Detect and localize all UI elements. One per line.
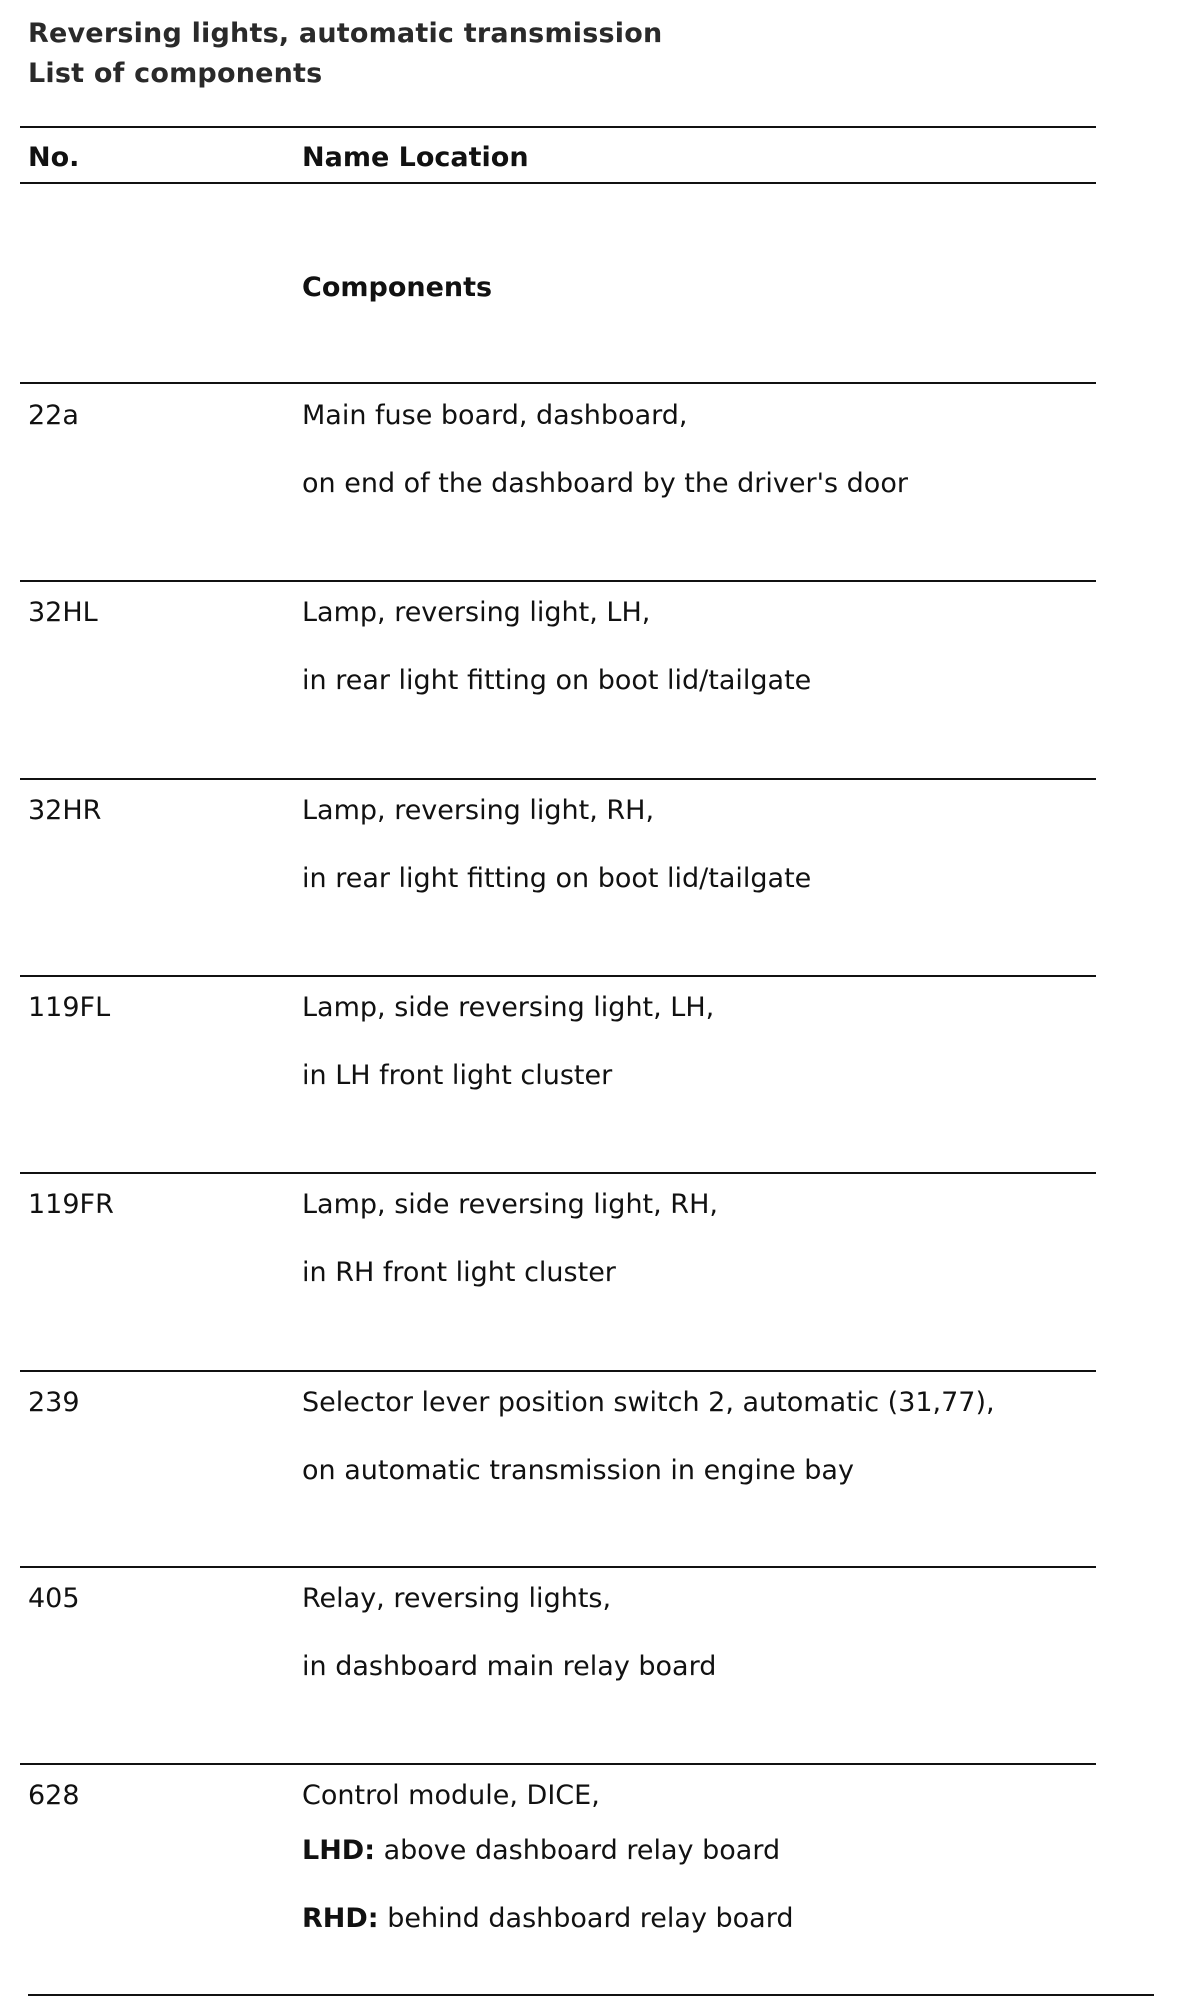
lhd-label: LHD:	[302, 1835, 376, 1866]
column-header-name-location: Name Location	[302, 142, 529, 173]
row-component-location: in LH front light cluster	[302, 1060, 613, 1091]
row-component-name: Lamp, reversing light, RH,	[302, 795, 655, 826]
row-component-location: on end of the dashboard by the driver's door	[302, 468, 908, 499]
row-number: 32HL	[28, 597, 98, 628]
row-component-location: on automatic transmission in engine bay	[302, 1455, 854, 1486]
row-component-name: Lamp, side reversing light, RH,	[302, 1189, 718, 1220]
rhd-label: RHD:	[302, 1903, 379, 1934]
row-component-location: in rear light fitting on boot lid/tailgate	[302, 863, 812, 894]
table-top-rule	[20, 126, 1096, 128]
column-header-no: No.	[28, 142, 80, 173]
row-divider	[20, 1370, 1096, 1372]
row-component-name: Relay, reversing lights,	[302, 1583, 612, 1614]
header-bottom-rule	[20, 182, 1096, 184]
section-label-components: Components	[302, 272, 493, 303]
lhd-location-text: above dashboard relay board	[375, 1835, 781, 1866]
document-subtitle: List of components	[28, 58, 323, 89]
row-component-name: Selector lever position switch 2, automatic (31,77),	[302, 1387, 995, 1418]
row-component-name: Main fuse board, dashboard,	[302, 400, 688, 431]
row-number: 32HR	[28, 795, 102, 826]
row-component-location: in RH front light cluster	[302, 1257, 616, 1288]
row-divider	[20, 778, 1096, 780]
row-number: 628	[28, 1780, 80, 1811]
row-location-rhd	[302, 1903, 794, 1934]
row-component-name: Lamp, side reversing light, LH,	[302, 992, 715, 1023]
row-divider	[20, 1566, 1096, 1568]
row-number: 405	[28, 1583, 80, 1614]
row-number: 239	[28, 1387, 80, 1418]
row-divider	[20, 975, 1096, 977]
row-divider	[20, 1763, 1096, 1765]
row-number: 119FR	[28, 1189, 114, 1220]
row-component-name: Control module, DICE,	[302, 1780, 600, 1811]
row-divider	[20, 382, 1096, 384]
rhd-location-text: behind dashboard relay board	[378, 1903, 794, 1934]
row-divider	[20, 1172, 1096, 1174]
row-location-lhd	[302, 1835, 780, 1866]
table-bottom-rule	[28, 1994, 1154, 1996]
row-number: 22a	[28, 400, 79, 431]
row-component-location: in rear light fitting on boot lid/tailgate	[302, 665, 812, 696]
row-number: 119FL	[28, 992, 111, 1023]
row-divider	[20, 580, 1096, 582]
row-component-name: Lamp, reversing light, LH,	[302, 597, 651, 628]
row-component-location: in dashboard main relay board	[302, 1651, 717, 1682]
document-title: Reversing lights, automatic transmission	[28, 18, 663, 49]
